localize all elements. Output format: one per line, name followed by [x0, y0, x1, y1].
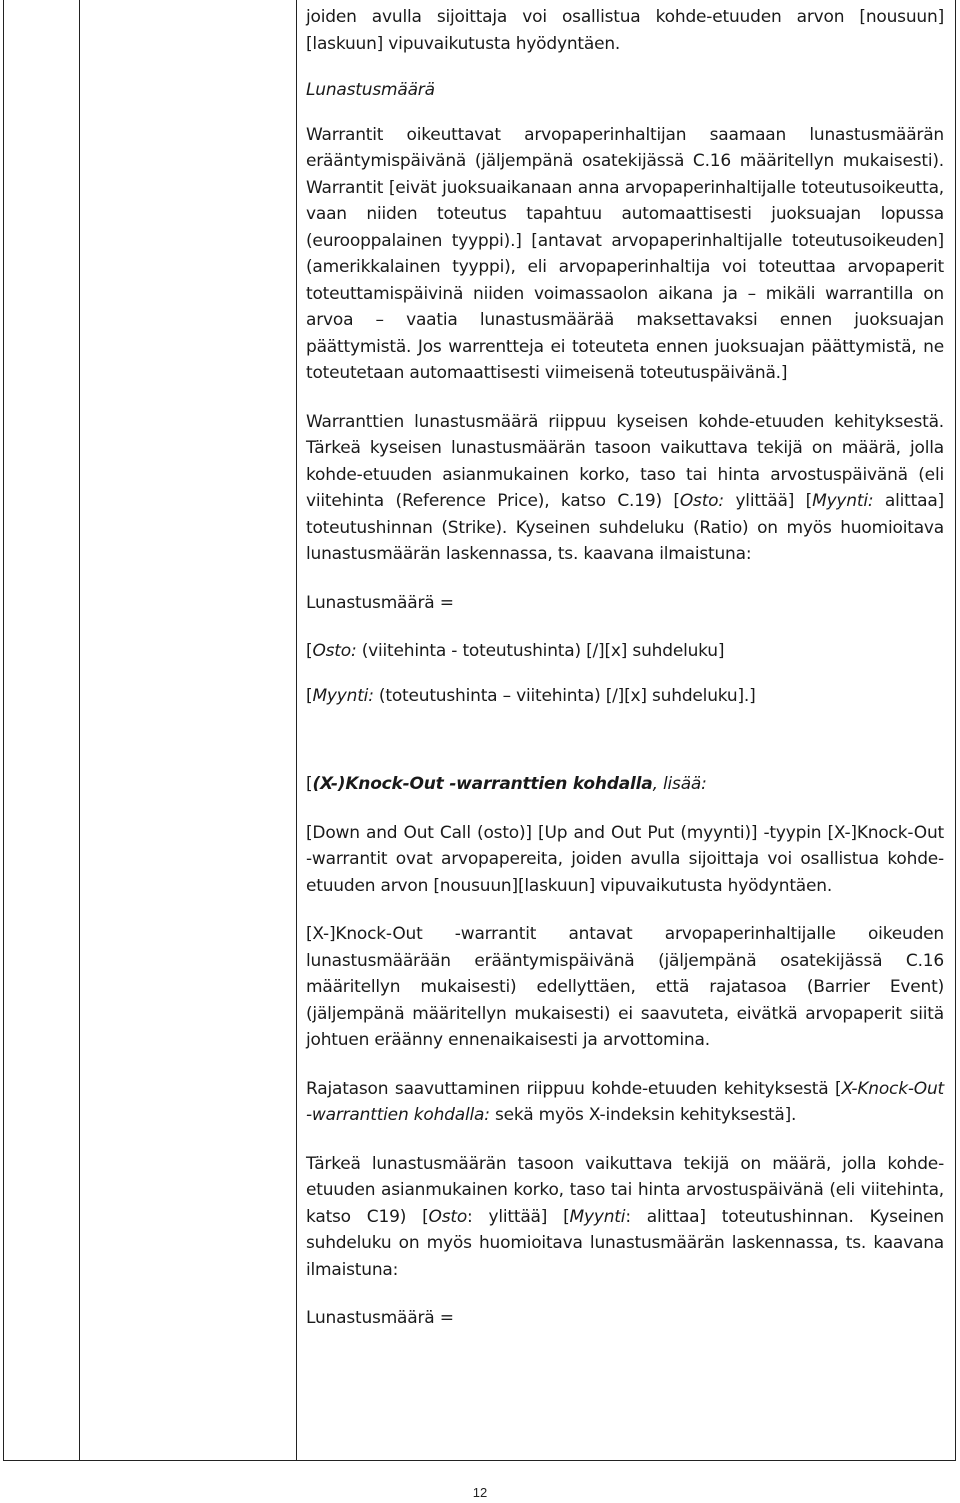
- paragraph-rajataso: Rajatason saavuttaminen riippuu kohde-etuuden kehityksestä [X-Knock-Out -warranttien kohdalla: sekä myös X-indeksin kehityksestä].: [306, 1078, 944, 1125]
- paragraph-intro: joiden avulla sijoittaja voi osallistua kohde-etuuden arvon [nousuun] [laskuun] vipuvaikutusta hyödyntäen.: [306, 7, 944, 54]
- section-heading-lunastusmaara: Lunastusmäärä: [306, 80, 435, 100]
- knockout-heading: [(X-)Knock-Out -warranttien kohdalla, lisää:: [306, 774, 707, 794]
- formula-myynti: [Myynti: (toteutushinta – viitehinta) [/][x] suhdeluku].]: [306, 685, 756, 706]
- document-content: [306, 4, 944, 1332]
- paragraph-knockout-tyypin: [Down and Out Call (osto)] [Up and Out Put (myynti)] -tyypin [X-]Knock-Out -warrantit ovat arvopapereita, joiden avulla sijoittaja voi osallistua kohde-etuuden arvon [nousuun][laskuun] vipuvaikutusta hyödyntäen.: [306, 822, 944, 896]
- formula-osto: [Osto: (viitehinta - toteutushinta) [/][x] suhdeluku]: [306, 641, 725, 661]
- formula-label-2: Lunastusmäärä =: [306, 1308, 454, 1328]
- paragraph-tarkea-tekija: Tärkeä lunastusmäärän tasoon vaikuttava tekijä on määrä, jolla kohde-etuuden asianmukainen korko, taso tai hinta arvostuspäivänä (eli viitehinta, katso C19) [Osto: ylittää] [Myynti: alittaa] toteutushinnan. Kyseinen suhdeluku on myös huomioitava lunastusmäärän laskennassa, ts. kaavana ilmaistuna:: [306, 1153, 944, 1280]
- formula-label-1: Lunastusmäärä =: [306, 592, 454, 613]
- table-column-1: [4, 0, 80, 1460]
- page-number: 12: [472, 1485, 488, 1500]
- table-column-2: [82, 0, 297, 1460]
- paragraph-lunastusmaara-riippuu: Warranttien lunastusmäärä riippuu kyseisen kohde-etuuden kehityksestä. Tärkeä kyseisen lunastusmäärän tasoon vaikuttava tekijä on määrä, jolla kohde-etuuden asianmukainen korko, taso tai hinta arvostuspäivänä (eli viitehinta (Reference Price), katso C.19) [Osto: ylittää] [Myynti: alittaa] toteutushinnan (Strike). Kyseinen suhdeluku (Ratio) on myös huomioitava lunastusmäärän laskennassa, ts. kaavana ilmaistuna:: [306, 411, 944, 564]
- paragraph-knockout-oikeus: [X-]Knock-Out -warrantit antavat arvopaperinhaltijalle oikeuden lunastusmäärään erääntymispäivänä (jäljempänä osatekijässä C.16 määritellyn mukaisesti) edellyttäen, että rajatasoa (Barrier Event) (jäljempänä määritellyn mukaisesti) ei saavuteta, eivätkä arvopaperit siitä johtuen eräänny ennenaikaisesti ja arvottomina.: [306, 924, 944, 1050]
- paragraph-warrantit: Warrantit oikeuttavat arvopaperinhaltijan saamaan lunastusmäärän erääntymispäivänä (jäljempänä osatekijässä C.16 määritellyn mukaisesti). Warrantit [eivät juoksuaikanaan anna arvopaperinhaltijalle toteutusoikeutta, vaan niiden toteutus tapahtuu automaattisesti juoksuajan lopussa (eurooppalainen tyyppi).] [antavat arvopaperinhaltijalle toteutusoikeuden] (amerikkalainen tyyppi), eli arvopaperinhaltija voi toteuttaa arvopaperit toteuttamispäivinä niiden voimassaolon aikana ja – mikäli warrantilla on arvoa – vaatia lunastusmäärää maksettavaksi ennen juoksuajan päättymistä. Jos warrentteja ei toteuteta ennen juoksuajan päättymistä, ne toteutetaan automaattisesti viimeisenä toteutuspäivänä.]: [306, 124, 944, 383]
